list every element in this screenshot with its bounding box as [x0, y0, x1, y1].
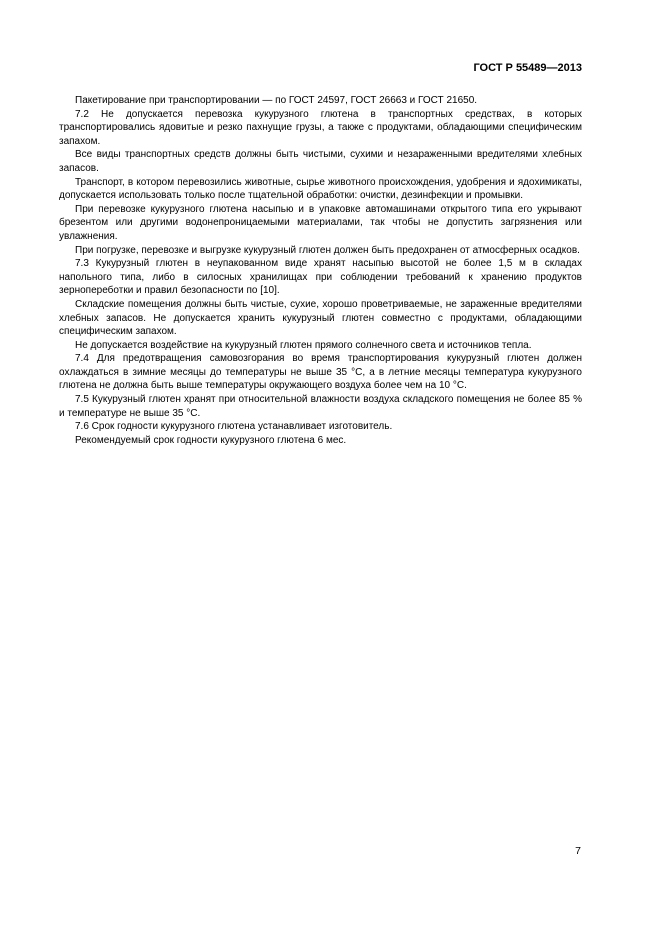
paragraph-7-6: 7.6 Срок годности кукурузного глютена устанавливает изготовитель.: [75, 421, 393, 433]
document-body: [59, 94, 582, 447]
paragraph-sunlight: Не допускается воздействие на кукурузный глютен прямого солнечного света и источников тепла.: [75, 339, 532, 351]
paragraph-7-2: 7.2 Не допускается перевозка кукурузного глютена в транспортных средствах, в которых транспортировались ядовитые и резко пахнущие грузы, а также с продуктами, обладающими специфическим запахом.: [59, 108, 582, 147]
paragraph-vehicle-treatment: Транспорт, в котором перевозились животные, сырье животного происхождения, удобрения и ядохимикаты, допускается использовать только после тщательной обработки: очистки, дезинфекции и промывки.: [59, 176, 582, 202]
paragraph-open-transport: При перевозке кукурузного глютена насыпью и в упаковке автомашинами открытого типа его укрывают брезентом или другими водонепроницаемыми материалами, так чтобы не допустить загрязнения или увлажнения.: [59, 203, 582, 242]
paragraph-loading-protection: При погрузке, перевозке и выгрузке кукурузный глютен должен быть предохранен от атмосферных осадков.: [75, 244, 580, 256]
paragraph-shelf-life: Рекомендуемый срок годности кукурузного глютена 6 мес.: [75, 434, 347, 446]
paragraph-7-5: 7.5 Кукурузный глютен хранят при относительной влажности воздуха складского помещения не более 85 % и температуре не выше 35 °С.: [59, 394, 582, 419]
page-number: 7: [575, 845, 581, 857]
standard-id-header: ГОСТ Р 55489—2013: [473, 62, 582, 74]
paragraph-vehicles-clean: Все виды транспортных средств должны быть чистыми, сухими и незараженными вредителями хлебных запасов.: [59, 149, 582, 174]
paragraph-7-4: 7.4 Для предотвращения самовозгорания во время транспортирования кукурузный глютен должен охлаждаться в зимние месяцы до температуры не выше 35 °С, а в летние месяцы температура кукурузного глютена не должна быть выше температуры окружающего воздуха более чем на 10 °С.: [59, 353, 582, 392]
paragraph-7-3: 7.3 Кукурузный глютен в неупакованном виде хранят насыпью высотой не более 1,5 м в складах напольного типа, либо в силосных хранилищах при соблюдении требований к хранению продуктов зернопереботки и правил безопасности по [10].: [59, 258, 582, 297]
paragraph-packaging: Пакетирование при транспортировании — по ГОСТ 24597, ГОСТ 26663 и ГОСТ 21650.: [75, 95, 478, 106]
paragraph-warehouse-conditions: Складские помещения должны быть чистые, сухие, хорошо проветриваемые, не зараженные вредителями хлебных запасов. Не допускается хранить кукурузный глютен совместно с продуктами, обладающими специфическим запахом.: [59, 298, 582, 338]
